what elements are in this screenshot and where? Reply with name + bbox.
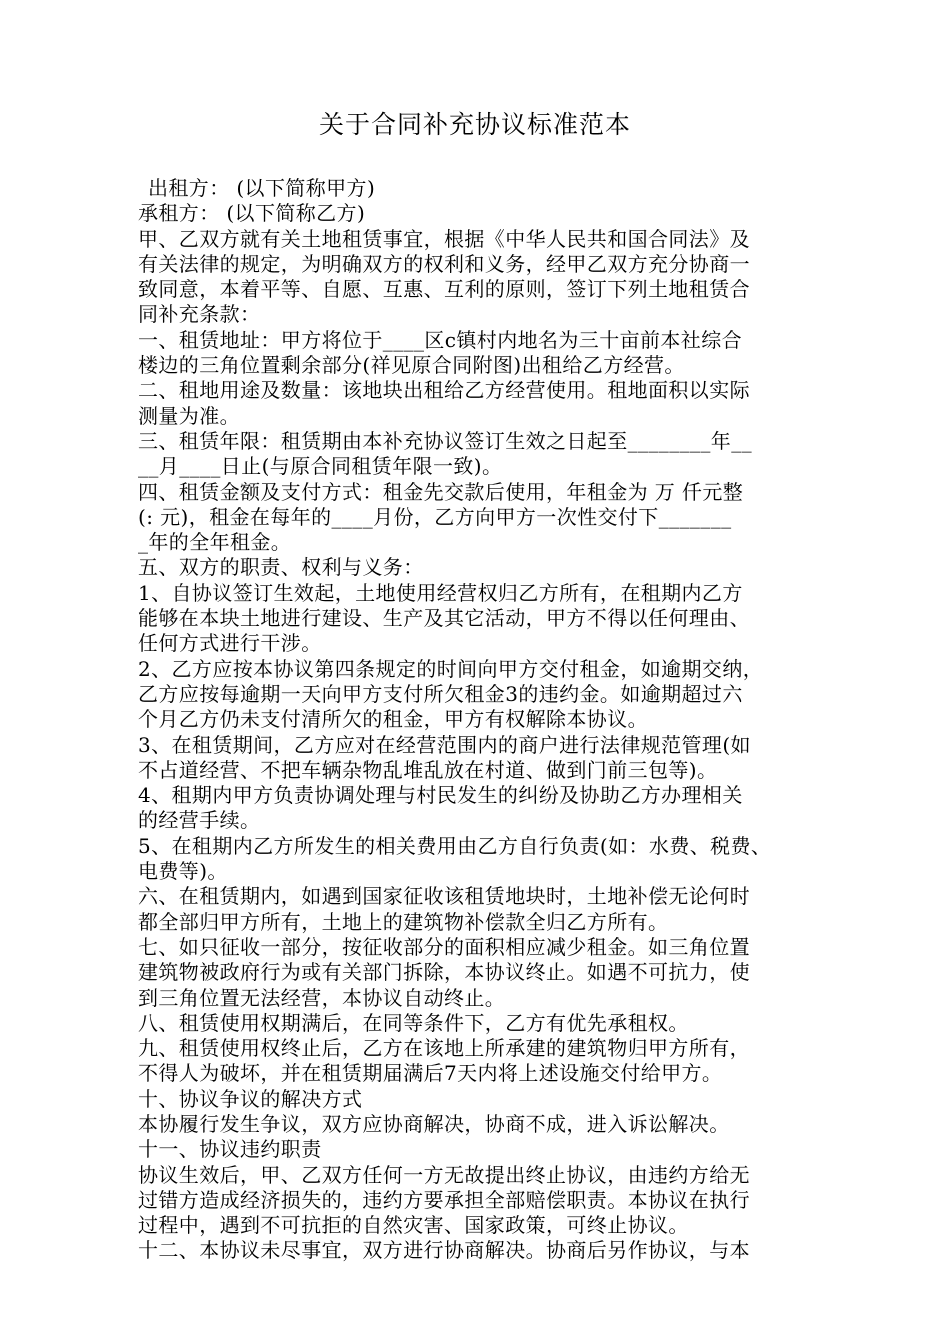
- text-line: 个月乙方仍未支付清所欠的租金，甲方有权解除本协议。: [138, 707, 648, 732]
- text-line: 过错方造成经济损失的，违约方要承担全部赔偿职责。本协议在执行: [138, 1187, 750, 1212]
- text-line: 能够在本块土地进行建设、生产及其它活动，甲方不得以任何理由、: [138, 606, 750, 631]
- text-line: 楼边的三角位置剩余部分(祥见原合同附图)出租给乙方经营。: [138, 353, 685, 378]
- text-line: 不得人为破坏，并在租赁期届满后7天内将上述设施交付给甲方。: [138, 1061, 723, 1086]
- text-line: 1、自协议签订生效起，土地使用经营权归乙方所有，在租期内乙方: [138, 580, 743, 605]
- text-line: _年的全年租金。: [138, 530, 292, 555]
- text-line: 十二、本协议未尽事宜，双方进行协商解决。协商后另作协议，与本: [138, 1238, 750, 1263]
- text-line: __月____日止(与原合同租赁年限一致)。: [138, 454, 503, 479]
- text-line: 不占道经营、不把车辆杂物乱堆乱放在村道、做到门前三包等)。: [138, 757, 718, 782]
- text-line: 一、租赁地址：甲方将位于____区c镇村内地名为三十亩前本社综合: [138, 327, 743, 352]
- text-line: 本协履行发生争议，双方应协商解决，协商不成，进入诉讼解决。: [138, 1111, 730, 1136]
- text-line: 七、如只征收一部分，按征收部分的面积相应减少租金。如三角位置: [138, 934, 750, 959]
- text-line: (: 元)，租金在每年的____月份，乙方向甲方一次性交付下_______: [138, 504, 732, 529]
- text-line: 八、租赁使用权期满后，在同等条件下，乙方有优先承租权。: [138, 1010, 689, 1035]
- document-title: 关于合同补充协议标准范本: [318, 110, 631, 139]
- text-line: 的经营手续。: [138, 808, 261, 833]
- text-line: 乙方应按每逾期一天向甲方支付所欠租金3的违约金。如逾期超过六: [138, 681, 743, 706]
- text-line: 有关法律的规定，为明确双方的权利和义务，经甲乙双方充分协商一: [138, 251, 750, 276]
- text-line: 5、在租期内乙方所发生的相关费用由乙方自行负责(如：水费、税费、: [138, 833, 772, 858]
- text-line: 任何方式进行干涉。: [138, 631, 322, 656]
- text-line: 协议生效后，甲、乙双方任何一方无故提出终止协议，由违约方给无: [138, 1162, 750, 1187]
- text-line: 2、乙方应按本协议第四条规定的时间向甲方交付租金，如逾期交纳，: [138, 656, 764, 681]
- text-line: 二、租地用途及数量：该地块出租给乙方经营使用。租地面积以实际: [138, 378, 750, 403]
- text-line: 3、在租赁期间，乙方应对在经营范围内的商户进行法律规范管理(如: [138, 732, 751, 757]
- text-line: 十、协议争议的解决方式: [138, 1086, 363, 1111]
- text-line: 到三角位置无法经营，本协议自动终止。: [138, 985, 506, 1010]
- text-line: 都全部归甲方所有，土地上的建筑物补偿款全归乙方所有。: [138, 909, 669, 934]
- text-line: 五、双方的职责、权利与义务：: [138, 555, 424, 580]
- text-line: 测量为准。: [138, 403, 240, 428]
- text-line: 甲、乙双方就有关土地租赁事宜，根据《中华人民共和国合同法》及: [138, 226, 750, 251]
- text-line: 致同意，本着平等、自愿、互惠、互利的原则，签订下列土地租赁合: [138, 277, 750, 302]
- text-line: 四、租赁金额及支付方式：租金先交款后使用，年租金为 万 仟元整: [138, 479, 744, 504]
- text-line: 三、租赁年限：租赁期由本补充协议签订生效之日起至________年__: [138, 428, 752, 453]
- text-line-lessor: 出租方： (以下简称甲方): [148, 176, 376, 200]
- text-line: 六、在租赁期内，如遇到国家征收该租赁地块时，土地补偿无论何时: [138, 884, 750, 909]
- text-line: 十一、协议违约职责: [138, 1137, 322, 1162]
- text-line: 同补充条款：: [138, 302, 261, 327]
- text-line: 九、租赁使用权终止后，乙方在该地上所承建的建筑物归甲方所有，: [138, 1036, 750, 1061]
- text-line: 电费等)。: [138, 859, 228, 884]
- text-line: 过程中，遇到不可抗拒的自然灾害、国家政策，可终止协议。: [138, 1213, 689, 1238]
- text-line: 建筑物被政府行为或有关部门拆除，本协议终止。如遇不可抗力，使: [138, 960, 750, 985]
- document-body: [138, 176, 830, 1264]
- text-line: 4、租期内甲方负责协调处理与村民发生的纠纷及协助乙方办理相关: [138, 783, 743, 808]
- text-line-lessee: 承租方： (以下简称乙方): [138, 201, 366, 226]
